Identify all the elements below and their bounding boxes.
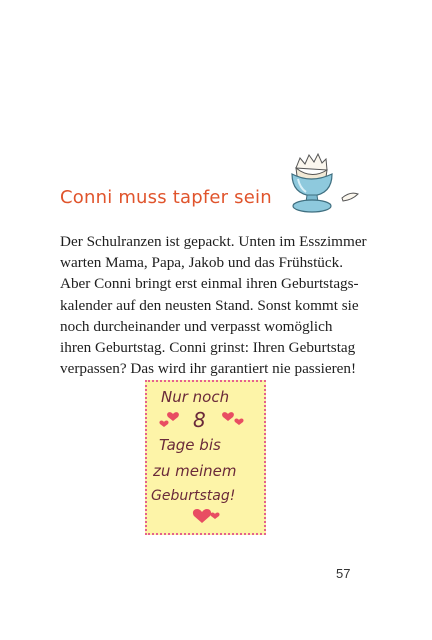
body-line: Der Schulranzen ist gepackt. Unten im Esszimmer	[60, 233, 367, 250]
heart-icon	[193, 509, 211, 523]
body-line: verpassen? Das wird ihr garantiert nie passieren!	[60, 360, 357, 378]
body-line: kalender auf den neusten Stand. Sonst kommt sie	[60, 296, 359, 314]
heart-icon	[167, 412, 179, 421]
countdown-note-card	[145, 380, 266, 535]
heart-icon	[222, 412, 234, 421]
note-line: Tage bis	[159, 436, 221, 454]
body-line: noch durcheinander und verpasst womöglich	[60, 317, 333, 335]
page-number: 57	[336, 566, 351, 581]
chapter-title: Conni muss tapfer sein	[60, 187, 272, 208]
note-days-number: 8	[193, 408, 206, 432]
note-line: Geburtstag!	[151, 488, 236, 504]
heart-icon	[234, 419, 243, 425]
body-paragraph	[60, 231, 367, 379]
body-line: ihren Geburtstag. Conni grinst: Ihren Geburtstag	[60, 339, 356, 357]
heart-icon	[210, 513, 219, 519]
body-line: warten Mama, Papa, Jakob und das Frühstück.	[60, 254, 344, 272]
heart-icon	[159, 421, 168, 427]
note-line: zu meinem	[153, 462, 237, 480]
body-line: Aber Conni bringt erst einmal ihren Geburtstags-	[60, 275, 359, 293]
note-line: Nur noch	[161, 388, 230, 406]
egg-cup-illustration	[280, 150, 362, 216]
